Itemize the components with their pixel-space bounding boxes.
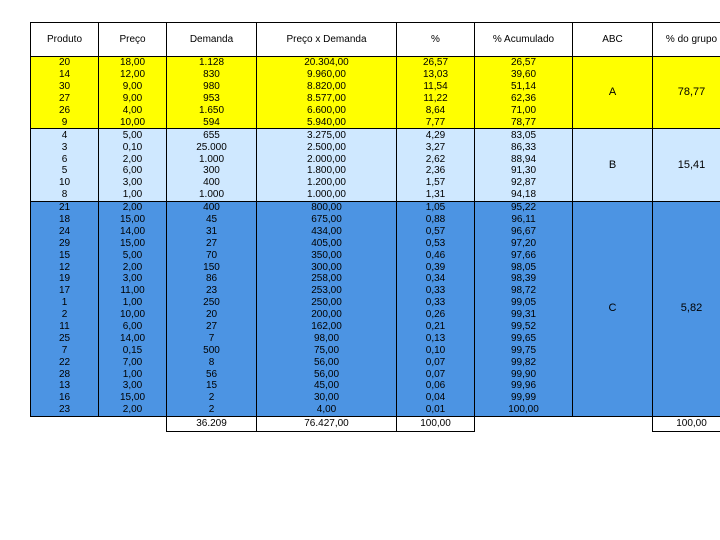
cell-percent-acumulado: 100,00 xyxy=(475,404,573,416)
cell-preco: 0,15 xyxy=(99,344,167,356)
cell-preco-x-demanda: 75,00 xyxy=(257,344,397,356)
cell-preco-x-demanda: 3.275,00 xyxy=(257,129,397,141)
cell-preco: 7,00 xyxy=(99,356,167,368)
cell-percent-acumulado: 92,87 xyxy=(475,177,573,189)
cell-preco-x-demanda: 405,00 xyxy=(257,237,397,249)
cell-produto: 12 xyxy=(31,261,99,273)
cell-percent: 1,57 xyxy=(397,177,475,189)
cell-preco-x-demanda: 350,00 xyxy=(257,249,397,261)
cell-produto: 1 xyxy=(31,297,99,309)
cell-percent-acumulado: 99,75 xyxy=(475,344,573,356)
cell-demanda: 2 xyxy=(167,392,257,404)
cell-percent-acumulado: 91,30 xyxy=(475,165,573,177)
cell-percent: 0,01 xyxy=(397,404,475,416)
cell-percent-acumulado: 71,00 xyxy=(475,105,573,117)
table-row xyxy=(31,201,720,213)
cell-preco: 15,00 xyxy=(99,214,167,226)
cell-produto: 23 xyxy=(31,404,99,416)
cell-demanda: 2 xyxy=(167,404,257,416)
cell-demanda: 27 xyxy=(167,321,257,333)
cell-percent: 0,06 xyxy=(397,380,475,392)
cell-produto: 19 xyxy=(31,273,99,285)
cell-preco: 14,00 xyxy=(99,225,167,237)
cell-demanda: 400 xyxy=(167,177,257,189)
cell-percent-acumulado: 99,90 xyxy=(475,368,573,380)
cell-percent: 4,29 xyxy=(397,129,475,141)
cell-percent-acumulado: 51,14 xyxy=(475,81,573,93)
cell-preco: 11,00 xyxy=(99,285,167,297)
abc-group-c: C xyxy=(573,201,653,416)
cell-preco-x-demanda: 8.820,00 xyxy=(257,81,397,93)
cell-percent: 0,33 xyxy=(397,297,475,309)
cell-demanda: 15 xyxy=(167,380,257,392)
table-row xyxy=(31,57,720,69)
cell-preco-x-demanda: 2.000,00 xyxy=(257,153,397,165)
cell-percent: 2,36 xyxy=(397,165,475,177)
cell-demanda: 27 xyxy=(167,237,257,249)
total-percent-grupo: 100,00 xyxy=(653,416,720,431)
cell-preco: 2,00 xyxy=(99,153,167,165)
cell-demanda: 953 xyxy=(167,93,257,105)
cell-percent-acumulado: 96,11 xyxy=(475,214,573,226)
cell-preco: 6,00 xyxy=(99,321,167,333)
cell-preco: 2,00 xyxy=(99,404,167,416)
cell-preco: 10,00 xyxy=(99,116,167,128)
cell-demanda: 25.000 xyxy=(167,141,257,153)
cell-demanda: 8 xyxy=(167,356,257,368)
cell-percent-acumulado: 78,77 xyxy=(475,116,573,128)
abc-analysis-table-container xyxy=(30,22,718,532)
cell-percent: 0,39 xyxy=(397,261,475,273)
cell-demanda: 20 xyxy=(167,309,257,321)
header-row xyxy=(31,23,720,57)
cell-percent-acumulado: 99,82 xyxy=(475,356,573,368)
cell-percent: 0,33 xyxy=(397,285,475,297)
table-row xyxy=(31,129,720,141)
cell-demanda: 31 xyxy=(167,225,257,237)
cell-preco: 9,00 xyxy=(99,93,167,105)
cell-preco: 10,00 xyxy=(99,309,167,321)
cell-percent: 0,07 xyxy=(397,368,475,380)
cell-demanda: 400 xyxy=(167,201,257,213)
cell-percent-acumulado: 39,60 xyxy=(475,69,573,81)
header-percent-grupo: % do grupo xyxy=(653,23,720,57)
cell-preco-x-demanda: 250,00 xyxy=(257,297,397,309)
cell-produto: 14 xyxy=(31,69,99,81)
cell-percent-acumulado: 97,20 xyxy=(475,237,573,249)
cell-percent: 0,46 xyxy=(397,249,475,261)
cell-percent: 26,57 xyxy=(397,57,475,69)
cell-demanda: 23 xyxy=(167,285,257,297)
cell-percent: 11,22 xyxy=(397,93,475,105)
cell-preco: 3,00 xyxy=(99,177,167,189)
total-preco-x-demanda: 76.427,00 xyxy=(257,416,397,431)
cell-produto: 13 xyxy=(31,380,99,392)
cell-produto: 29 xyxy=(31,237,99,249)
cell-preco: 0,10 xyxy=(99,141,167,153)
cell-produto: 27 xyxy=(31,93,99,105)
cell-preco: 3,00 xyxy=(99,273,167,285)
cell-produto: 2 xyxy=(31,309,99,321)
cell-preco-x-demanda: 2.500,00 xyxy=(257,141,397,153)
cell-demanda: 830 xyxy=(167,69,257,81)
cell-produto: 17 xyxy=(31,285,99,297)
cell-preco-x-demanda: 1.200,00 xyxy=(257,177,397,189)
cell-percent-acumulado: 88,94 xyxy=(475,153,573,165)
cell-percent: 0,10 xyxy=(397,344,475,356)
cell-produto: 10 xyxy=(31,177,99,189)
cell-preco: 18,00 xyxy=(99,57,167,69)
cell-percent-acumulado: 99,05 xyxy=(475,297,573,309)
cell-percent-acumulado: 62,36 xyxy=(475,93,573,105)
cell-percent-acumulado: 95,22 xyxy=(475,201,573,213)
cell-demanda: 1.000 xyxy=(167,189,257,201)
cell-percent: 0,57 xyxy=(397,225,475,237)
cell-percent-acumulado: 99,31 xyxy=(475,309,573,321)
cell-produto: 22 xyxy=(31,356,99,368)
cell-demanda: 86 xyxy=(167,273,257,285)
cell-demanda: 1.128 xyxy=(167,57,257,69)
cell-percent: 3,27 xyxy=(397,141,475,153)
cell-preco-x-demanda: 1.000,00 xyxy=(257,189,397,201)
cell-produto: 26 xyxy=(31,105,99,117)
cell-demanda: 655 xyxy=(167,129,257,141)
cell-preco: 2,00 xyxy=(99,261,167,273)
cell-preco-x-demanda: 9.960,00 xyxy=(257,69,397,81)
header-percent-acumulado: % Acumulado xyxy=(475,23,573,57)
cell-produto: 24 xyxy=(31,225,99,237)
cell-preco: 2,00 xyxy=(99,201,167,213)
cell-preco-x-demanda: 45,00 xyxy=(257,380,397,392)
cell-preco-x-demanda: 434,00 xyxy=(257,225,397,237)
cell-demanda: 980 xyxy=(167,81,257,93)
cell-demanda: 1.650 xyxy=(167,105,257,117)
header-percent: % xyxy=(397,23,475,57)
totals-row xyxy=(31,416,720,431)
cell-percent: 0,13 xyxy=(397,332,475,344)
cell-produto: 4 xyxy=(31,129,99,141)
cell-percent-acumulado: 86,33 xyxy=(475,141,573,153)
cell-produto: 8 xyxy=(31,189,99,201)
cell-percent: 0,88 xyxy=(397,214,475,226)
group-share-c: 5,82 xyxy=(653,201,720,416)
cell-preco-x-demanda: 258,00 xyxy=(257,273,397,285)
cell-demanda: 56 xyxy=(167,368,257,380)
cell-preco-x-demanda: 200,00 xyxy=(257,309,397,321)
abc-group-a: A xyxy=(573,57,653,129)
cell-percent-acumulado: 99,96 xyxy=(475,380,573,392)
cell-produto: 16 xyxy=(31,392,99,404)
cell-percent: 0,07 xyxy=(397,356,475,368)
cell-percent-acumulado: 83,05 xyxy=(475,129,573,141)
cell-percent: 7,77 xyxy=(397,116,475,128)
cell-preco-x-demanda: 56,00 xyxy=(257,368,397,380)
group-share-b: 15,41 xyxy=(653,129,720,201)
header-preco-x-demanda: Preço x Demanda xyxy=(257,23,397,57)
cell-percent-acumulado: 98,39 xyxy=(475,273,573,285)
cell-preco-x-demanda: 30,00 xyxy=(257,392,397,404)
cell-preco-x-demanda: 6.600,00 xyxy=(257,105,397,117)
cell-preco: 5,00 xyxy=(99,249,167,261)
header-produto: Produto xyxy=(31,23,99,57)
cell-percent-acumulado: 96,67 xyxy=(475,225,573,237)
cell-preco: 5,00 xyxy=(99,129,167,141)
cell-demanda: 1.000 xyxy=(167,153,257,165)
cell-preco: 1,00 xyxy=(99,189,167,201)
cell-produto: 5 xyxy=(31,165,99,177)
cell-demanda: 594 xyxy=(167,116,257,128)
cell-preco-x-demanda: 98,00 xyxy=(257,332,397,344)
cell-preco-x-demanda: 20.304,00 xyxy=(257,57,397,69)
cell-preco: 12,00 xyxy=(99,69,167,81)
cell-percent: 0,53 xyxy=(397,237,475,249)
cell-demanda: 500 xyxy=(167,344,257,356)
cell-preco-x-demanda: 4,00 xyxy=(257,404,397,416)
cell-preco: 14,00 xyxy=(99,332,167,344)
cell-preco: 15,00 xyxy=(99,237,167,249)
cell-produto: 30 xyxy=(31,81,99,93)
cell-produto: 6 xyxy=(31,153,99,165)
cell-preco: 3,00 xyxy=(99,380,167,392)
total-demanda: 36.209 xyxy=(167,416,257,431)
cell-produto: 18 xyxy=(31,214,99,226)
cell-demanda: 250 xyxy=(167,297,257,309)
group-share-a: 78,77 xyxy=(653,57,720,129)
cell-preco-x-demanda: 1.800,00 xyxy=(257,165,397,177)
cell-produto: 21 xyxy=(31,201,99,213)
abc-group-b: B xyxy=(573,129,653,201)
cell-produto: 7 xyxy=(31,344,99,356)
cell-produto: 15 xyxy=(31,249,99,261)
cell-percent: 0,34 xyxy=(397,273,475,285)
cell-percent: 2,62 xyxy=(397,153,475,165)
cell-percent-acumulado: 99,99 xyxy=(475,392,573,404)
cell-demanda: 300 xyxy=(167,165,257,177)
cell-percent: 13,03 xyxy=(397,69,475,81)
cell-percent-acumulado: 98,05 xyxy=(475,261,573,273)
cell-percent-acumulado: 97,66 xyxy=(475,249,573,261)
header-demanda: Demanda xyxy=(167,23,257,57)
cell-percent: 1,05 xyxy=(397,201,475,213)
cell-preco: 15,00 xyxy=(99,392,167,404)
cell-preco-x-demanda: 800,00 xyxy=(257,201,397,213)
cell-produto: 25 xyxy=(31,332,99,344)
cell-produto: 11 xyxy=(31,321,99,333)
cell-preco-x-demanda: 56,00 xyxy=(257,356,397,368)
cell-demanda: 70 xyxy=(167,249,257,261)
cell-demanda: 150 xyxy=(167,261,257,273)
cell-preco: 1,00 xyxy=(99,368,167,380)
table-body xyxy=(31,57,720,417)
cell-produto: 3 xyxy=(31,141,99,153)
cell-percent: 0,04 xyxy=(397,392,475,404)
header-abc: ABC xyxy=(573,23,653,57)
cell-preco: 9,00 xyxy=(99,81,167,93)
cell-percent: 11,54 xyxy=(397,81,475,93)
cell-preco: 4,00 xyxy=(99,105,167,117)
cell-percent-acumulado: 99,65 xyxy=(475,332,573,344)
cell-percent-acumulado: 94,18 xyxy=(475,189,573,201)
cell-produto: 9 xyxy=(31,116,99,128)
cell-percent: 1,31 xyxy=(397,189,475,201)
cell-percent-acumulado: 98,72 xyxy=(475,285,573,297)
cell-preco: 6,00 xyxy=(99,165,167,177)
cell-percent: 8,64 xyxy=(397,105,475,117)
cell-percent: 0,21 xyxy=(397,321,475,333)
cell-preco-x-demanda: 675,00 xyxy=(257,214,397,226)
cell-preco: 1,00 xyxy=(99,297,167,309)
cell-demanda: 45 xyxy=(167,214,257,226)
cell-demanda: 7 xyxy=(167,332,257,344)
total-percent: 100,00 xyxy=(397,416,475,431)
cell-percent-acumulado: 26,57 xyxy=(475,57,573,69)
cell-percent-acumulado: 99,52 xyxy=(475,321,573,333)
cell-preco-x-demanda: 253,00 xyxy=(257,285,397,297)
abc-analysis-table xyxy=(30,22,720,432)
cell-preco-x-demanda: 300,00 xyxy=(257,261,397,273)
cell-preco-x-demanda: 5.940,00 xyxy=(257,116,397,128)
cell-percent: 0,26 xyxy=(397,309,475,321)
cell-produto: 28 xyxy=(31,368,99,380)
header-preco: Preço xyxy=(99,23,167,57)
cell-preco-x-demanda: 162,00 xyxy=(257,321,397,333)
cell-produto: 20 xyxy=(31,57,99,69)
cell-preco-x-demanda: 8.577,00 xyxy=(257,93,397,105)
